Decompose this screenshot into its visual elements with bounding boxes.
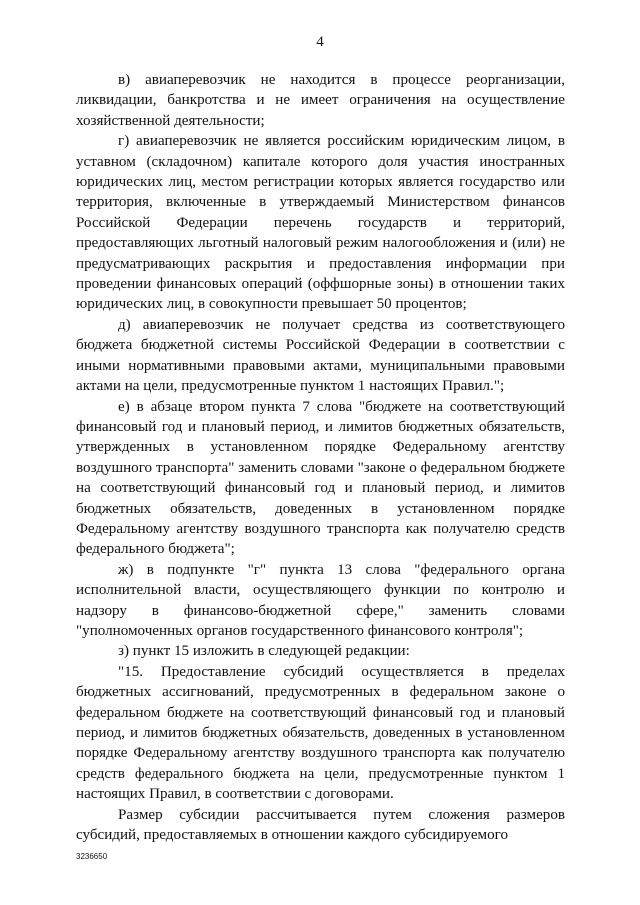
page-number: 4 bbox=[316, 34, 324, 50]
paragraph-subsidy-size: Размер субсидии рассчитывается путем сложения размеров субсидий, предоставляемых в отношении каждого субсидируемого bbox=[76, 806, 565, 844]
paragraph-d: д) авиаперевозчик не получает средства из соответствующего бюджета бюджетной системы Российской Федерации в соответствии с иными нормативными правовыми актами, муниципальными правовыми актами на цели, предусмотренные пунктом 1 настоящих Правил."; bbox=[76, 316, 565, 395]
paragraph-z: з) пункт 15 изложить в следующей редакции: bbox=[118, 643, 410, 660]
paragraph-v: в) авиаперевозчик не находится в процессе реорганизации, ликвидации, банкротства и не имеет ограничения на осуществление хозяйственной деятельности; bbox=[76, 72, 565, 129]
paragraph-zh: ж) в подпункте "г" пункта 13 слова "федерального органа исполнительной власти, осуществляющего функции по контролю и надзору в финансово-бюджетной сфере," заменить словами "уполномоченных органов государственного финансового контроля"; bbox=[76, 561, 565, 639]
paragraph-15: "15. Предоставление субсидий осуществляется в пределах бюджетных ассигнований, предусмотренных в федеральном законе о федеральном бюджете на соответствующий финансовый год и плановый период, и лимитов бюджетных обязательств, доведенных в установленном порядке Федеральному агентству воздушного транспорта как получателю средств федерального бюджета на цели, предусмотренные пунктом 1 настоящих Правил, в соответствии с договорами. bbox=[76, 663, 565, 803]
paragraph-g: г) авиаперевозчик не является российским юридическим лицом, в уставном (складочном) капитале которого доля участия иностранных юридических лиц, местом регистрации которых является государство или территория, включенные в утверждаемый Министерством финансов Российской Федерации перечень государств и территорий, предоставляющих льготный налоговый режим налогообложения и (или) не предусматривающих раскрытия и предоставления информации при проведении финансовых операций (оффшорные зоны) в отношении таких юридических лиц, в совокупности превышает 50 процентов; bbox=[76, 133, 565, 313]
document-id: 3236650 bbox=[76, 852, 108, 861]
paragraph-e: е) в абзаце втором пункта 7 слова "бюджете на соответствующий финансовый год и плановый период, и лимитов бюджетных обязательств, утвержденных в установленном порядке Федеральному агентству воздушного транспорта" заменить словами "законе о федеральном бюджете на соответствующий финансовый год и плановый период, и лимитов бюджетных обязательств, доведенных в установленном порядке Федеральному агентству воздушного транспорта как получателю средств федерального бюджета"; bbox=[76, 398, 565, 558]
document-body bbox=[76, 70, 565, 845]
